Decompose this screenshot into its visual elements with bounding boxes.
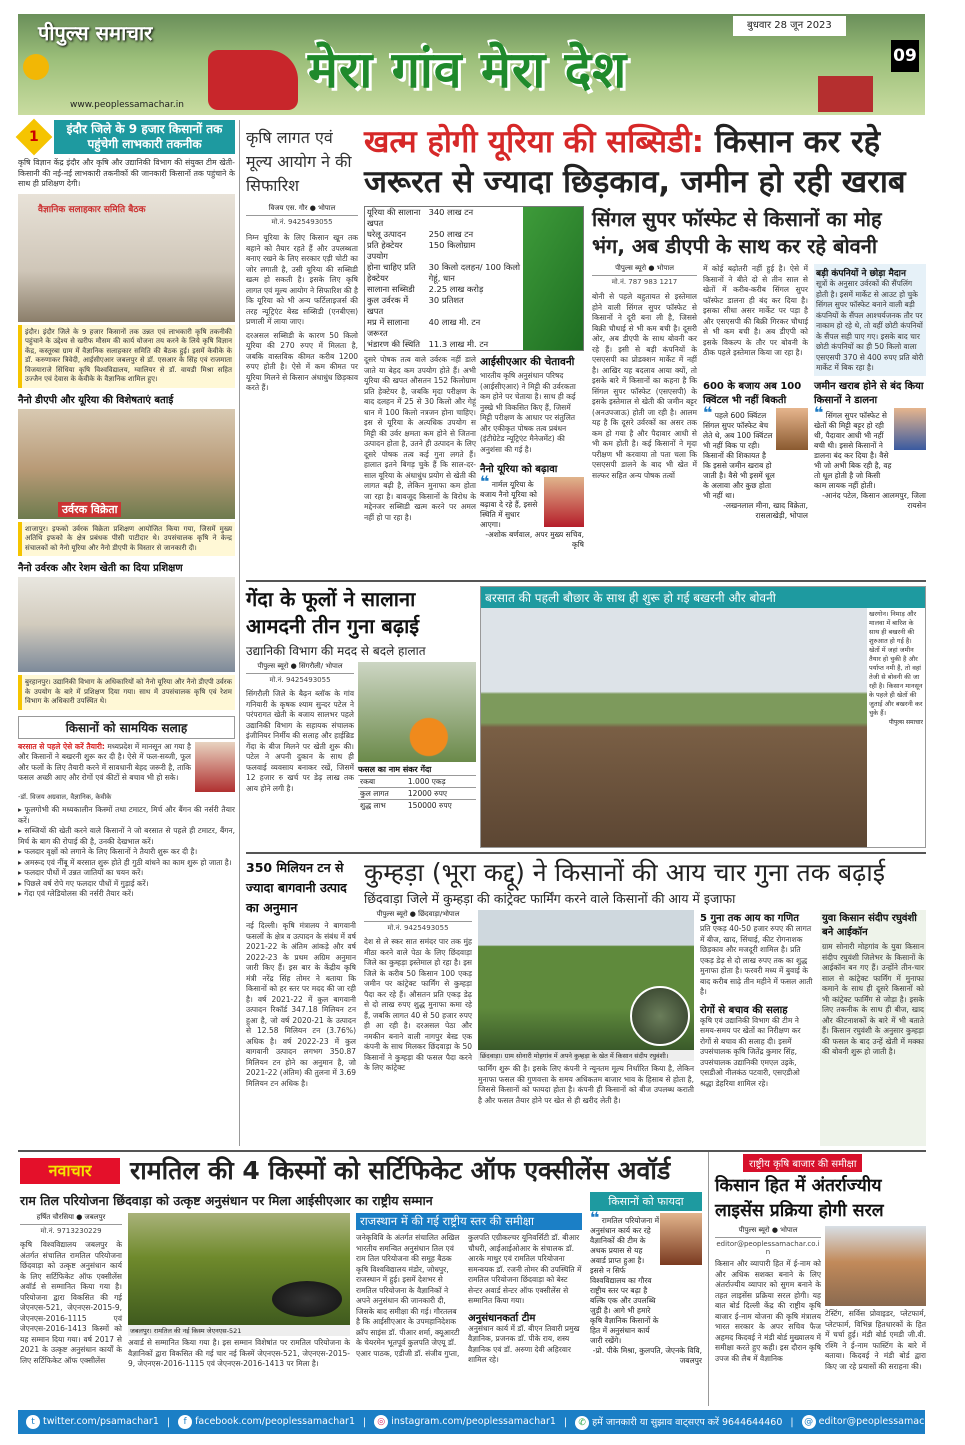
icar-head: आईसीएआर की चेतावनी [480,356,575,368]
pumpkin-byline: पीपुल्स ब्यूरो ● छिंदवाड़ा/भोपाल [364,910,472,922]
lead-headline-red: खत्म होगी यूरिया की सब्सिडी: [364,124,705,160]
page-number: 09 [891,40,919,72]
marigold-mobile: मो.नं. 9425493055 [269,676,331,684]
nano-author: -अशोक बर्णवाल, अपर मुख्य सचिव, कृषि [485,530,584,549]
urea-facts-table [365,207,523,350]
cacp-mobile: मो.नं. 9425493055 [271,218,333,226]
nano-dap-text: शाजापुर। इफको उर्वरक विक्रेता प्रशिक्षण आयोजित किया गया, जिसमें मुख्य अतिथि इफको के क्षेत्र प्रबंधक पीसी पाटीदार थे। उपसंचालक कृषि ने केन्द्र संचालकों को नैनो यूरिया और नैनो डीएपी के विस्तार से जानकारी दी। [18,522,235,557]
advice-item: ▸ फलदार वृक्षों को लगाने के लिए किसानों ने तैयारी शुरू कर दी है। [18,847,198,856]
masthead [18,14,925,115]
pumpkin-subhead: छिंदवाड़ा जिले में कुम्हड़ा की कांट्रेक्ट फार्मिंग करने वाले किसानों की आय में इजाफा [364,891,736,906]
expert-portrait [195,742,235,792]
icon-farmer-box [820,910,926,1146]
nano-urea-head: नैनो यूरिया को बढ़ावा [480,464,558,475]
quote-box-2 [814,380,926,577]
quote-icon: ❝ [480,472,490,491]
training-hall-photo [18,577,235,672]
rajasthan-text: जनेकृविवि के अंतर्गत संचालित अखिल भारतीय समन्वित अनुसंधान तिल एवं राम तिल परियोजना की समूह बैठक कृषि विश्वविद्यालय मंडोर, जोधपुर, राजस्थान में हुई। इसमें देशभर से रामतिल परियोजना के वैज्ञानिकों ने अपने अनुसंधान की जानकारी दी, जिसके बाद समीक्षा की गई। गौरतलब है कि आईसीएआर के उपमहानिदेशक क्रॉप साइंस डॉ. पीआर शर्मा, क्यूआरटी के चेयरमेन भूतपूर्व कुलपति जेएयू डॉ. एआर पाठक, एडीजी डॉ. संजीव गुप्ता, [356,1233,460,1358]
benefit-head: किसानों को फायदा [590,1192,702,1211]
advice-item: ▸ गेंदा एवं ग्लेडियोलस की नर्सरी तैयार करें। [18,889,134,898]
ramtil-story [20,1154,702,1406]
advice-list [18,805,235,900]
big-companies-text: सूत्रों के अनुसार उर्वरकों की सैंपलिंग होती है। इसमें मार्केट से आउट हो चुके सिंगल सुपर फॉस्फेट बनाने वाली बड़ी कंपनियों के सैंपल आश्चर्यजनक तौर पर नाकाम हो रहे थे, तो वहीं छोटी कंपनियों के सैंपल सही पाए गए। इसके बाद चार छोटी कंपनियों का ही 50 किलो वाला एसएसपी 370 से 400 रुपए प्रति बोरी मार्केट में बिक रहा है। [816,279,924,372]
advice-item: ▸ फलदार पौधों में उन्नत जातियों का चयन करें। [18,868,144,877]
advice-author: -डॉ. विजय अग्रवाल, वैज्ञानिक, केवीके [18,792,112,801]
ramtil-seed-photo [272,1281,342,1317]
quote-1-text: पहले 600 क्विंटल सिंगल सुपर फॉस्फेट बेच लेते थे, अब 100 क्विंटल भी नहीं बिक पा रही। किसानों की शिकायत है कि इससे जमीन खराब हो जाती है। वैसे भी इसमें धूल के अलावा और कुछ होता भी नहीं था। [703,410,775,500]
sun-logo-icon [23,54,49,80]
email-icon: @ [802,1415,816,1429]
cacp-text: निम्न यूरिया के लिए किसान खून तक बहाने को तैयार रहते हैं और उपलब्धता बनाए रखने के लिए सरकार एड़ी चोटी का जोर लगाती है, उसी यूरिया की सब्सिडी खत्म हो सकती है। इसके लिए कृषि लागत एवं मूल्य आयोग ने सिफारिश की है कि यूरिया को भी अन्य फर्टिलाइजर्स की तरह न्यूट्रिएंट बेस्ड सब्सिडी (एनबीएस) प्रणाली में लाया जाए। [246,233,358,326]
cacp-story [246,126,358,576]
ramtil-byline: हर्षित चौरसिया ● जबलपुर [20,1213,122,1225]
license-text-2: टेस्टिंग, सर्विस प्रोवाइडर, प्लेटफार्म, प्लेटफार्म, विभिन्न हितधारकों के हित में चर्चा हुई। मंडी बोर्ड एमडी जी.वी. रश्मि ने ई-नाम फास्टिंग के बारे में बताया। किदवई ने मंडी बोर्ड द्वारा किए जा रहे प्रयासों की सराहना की। [825,1309,926,1371]
pumpkin-headline: कुम्हड़ा (भूरा कद्दू) ने किसानों की आय चार गुना तक बढ़ाई [364,858,885,887]
advice-item: ▸ सब्जियों की खेती करने वाले किसानों ने जो बरसात से पहले ही टमाटर, बैंगन, मिर्च के बाग की रोपाई की है, उनकी देखभाल करें। [18,826,235,846]
research-team-head: अनुसंधानकर्ता टीम [468,1312,536,1324]
rajasthan-text-2: कुलपति एग्रीकल्चर यूनिवर्सिटी डॉ. बीआर चौधरी, आईआईओआर के संचालक डॉ. आरके माथुर एवं रामतिल परियोजना समन्वयक डॉ. रजनी तोमर की उपस्थिति में रामतिल परियोजना छिंदवाड़ा को बेस्ट सेन्टर अवार्ड सेन्टर ऑफ एक्सीलेंस से सम्मानित किया गया। [468,1233,582,1305]
license-headline: किसान हित में अंतर्राज्यीय लाइसेंस प्रक्रिया होगी सरल [715,1176,884,1221]
pumpkin-farmers-photo [478,910,694,1050]
indore-headline: इंदौर जिले के 9 हजार किसानों तक पहुंचेगी लाभकारी तकनीक [54,120,235,154]
website-url[interactable]: www.peoplessamachar.in [70,100,184,110]
ssp-col-1 [592,264,697,576]
big-companies-box [814,264,926,376]
ssp-mobile: मो.नं. 787 983 1217 [611,278,678,286]
fact-row: कुल उर्वरक में खपत 30 प्रतिशत [367,295,464,316]
license-text: किसान और व्यापारी हित में ई-नाम को और अधिक सशक्त बनाने के लिए अंतर्राज्यीय व्यापार को सुगम बनाने के तहत लाइसेंस प्रक्रिया सरल होगी। यह बात बोर्ड दिल्ली केंद्र की राष्ट्रीय कृषि बाजार ई-नाम योजना की कृषि मंत्रालय भारत सरकार के अपर सचिव फैज अहमद किदवई ने मंडी बोर्ड मुख्यालय में समीक्षा करते हुए कही। इस दौरान कृषि उपज की लैब में वैज्ञानिक [715,1259,821,1363]
meeting-photo [18,194,235,322]
quote-icon: ❝ [703,402,713,422]
ssp-text-2: में कोई बढ़ोतरी नहीं हुई है। ऐसे में किसानों ने बीते दो से तीन साल से खेतों में करीब-करीब सिंगल सुपर फॉस्फेट डालना ही बंद कर दिया है। इसका सीधा असर मार्केट पर पड़ा है और एसएसपी की बिक्री गिरकर चौथाई से भी कम बची है। अब डीएपी को इसके विकल्प के तौर पर बोवनी के ठीक पहले इस्तेमाल किया जा रहा है। [703,264,808,357]
rajasthan-review-head: राजस्थान में की गई राष्ट्रीय स्तर की समीक्षा [356,1213,582,1230]
ramtil-col-2 [128,1213,350,1406]
research-team-text: अनुसंधान कार्य में डॉ. बीएन तिवारी प्रमुख वैज्ञानिक, प्रजनक डॉ. पीके राय, शस्य वैज्ञानिक एवं डॉ. अरुणा देवी अहिरवार शामिल रहे। [468,1323,580,1364]
advice-item: ▸ अमरूद एवं नींबू में बरसात शुरू होते ही गुठी बांधने का काम शुरू हो जाता है। [18,857,232,867]
icon-farmer-text: ग्राम सोनारी मोहगांव के युवा किसान संदीप रघुवंशी जिलेभर के किसानों के आईकॉन बन गए हैं। उन्होंने तीन-चार साल से कांट्रेक्ट फार्मिंग में मुनाफा कमाने के साथ ही दूसरे किसानों को भी कांट्रेक्ट फार्मिंग से जोड़ा है। इसके लिए तकनीक के साथ ही बीज, खाद और कीटनाशकों के बारे में भी बताते हैं। किसान रघुवंशी के अनुसार कुम्हड़ा की फसल के बाद उन्हें खेती में मक्का की बोवनी शुरू हो जाती है। [822,942,924,1056]
license-story [708,1152,926,1406]
horticulture-headline: 350 मिलियन टन से ज्यादा बागवानी उत्पाद का अनुमान [246,860,347,915]
lead-headline-black: किसान कर रहे जरूरत से ज्यादा छिड़काव, जमीन हो रही खराब [364,124,906,200]
table-row: कुल लागत 12000 रुपए [358,788,476,800]
barn-illustration [818,76,873,112]
indore-caption: इंदौर। इंदौर जिले के 9 हजार किसानों तक उन्नत एवं लाभकारी कृषि तकनीकी पहुंचाने के उद्देश्य से खरीफ मौसम की कार्य योजना तय करने के लिये कृषि विज्ञान केंद्र, कस्तूरबा ग्राम में वैज्ञानिक सलाहकार समिति की बैठक हुई। इसमें केवीके के डॉ. करुणाकर त्रिवेदी, आईसीएआर जबलपुर से डॉ. एसआर के सिंह एवं राजमाता विजयाराजे सिंधिया कृषि विश्वविद्यालय, ग्वालियर से डॉ. वायडी मिश्रा सहित उज्जैन एवं देवास के केवीके के वैज्ञानिक शामिल हुए। [18,325,235,388]
twitter-icon: t [26,1415,40,1429]
advice-item: ▸ पिछले वर्ष रोपे गए फलदार पौधों में गुड़ाई करें। [18,878,149,888]
innovation-tag: नवाचार [20,1158,120,1184]
ramtil-headline: रामतिल की 4 किस्मों को सर्टिफिकेट ऑफ एक्सीलेंस अवॉर्ड [130,1156,671,1185]
icar-box [480,355,584,576]
advice-lead: बरसात से पहले ऐसे करें तैयारी: [18,741,105,751]
rajasthan-col-1 [356,1233,462,1406]
quote-box-1 [703,380,808,577]
marigold-story [246,586,476,848]
pumpkin-story [364,858,926,1146]
fact-row: घरेलू उत्पादन 250 लाख टन [367,229,474,239]
whatsapp-icon: ✆ [575,1416,589,1430]
fact-row: प्रति हेक्टेयर उपयोग 150 किलोग्राम [367,240,476,261]
quote-1-head: 600 के बजाय अब 100 क्विंटल भी नहीं बिकती [703,380,802,406]
silk-training-text: बुरहानपुर। उद्यानिकी विभाग के अधिकारियों को नैनो यूरिया और नैनो डीएपी उर्वरक के उपयोग के बारे में प्रशिक्षण दिया गया। साथ में उपसंचालक कृषि एवं रेशम विभाग के अधिकारी उपस्थित थे। [18,675,235,710]
benefit-author: -प्रो. पीके मिश्रा, कुलपति, जेएनके विवि, जबलपुर [592,1346,702,1365]
instagram-link[interactable]: ◎ instagram.com/peoplessamachar1 [374,1415,556,1429]
quote-2-head: जमीन खराब होने से बंद किया किसानों ने डालना [814,380,924,406]
license-email[interactable]: editor@peoplessamachar.co.in [716,1240,820,1256]
training-photo [18,409,235,519]
big-companies-head: बड़ी कंपनियों ने छोड़ा मैदान [816,269,906,279]
quote-1-author: -लखनलाल मीना, खाद विक्रेता, रासलाखेड़ी, भोपाल [723,500,808,520]
ssp-text-1: बोनी से पहले बहुतायत से इस्तेमाल होने वाली सिंगल सुपर फॉस्फेट से किसानों ने दूरी बना ली है, जिससे बिक्री चौथाई से भी कम बची है। दूसरी ओर, अब डीएपी के साथ बोवनी कर रहे हैं। इसी से बड़ी कंपनियों के एसएसपी का प्रोडक्शन मार्केट में नहीं है। आखिर यह बदलाव आया क्यों, तो इसके बारे में किसानों का कहना है कि सिंगल सुपर फॉस्फेट (एसएसपी) के इसके इस्तेमाल से खेती की जमीन बट्टर (अनउपजाऊ) होती जा रही है। आलम यह है कि दूसरे उर्वरकों का असर तक कम हो गया है और पैदावार आधी से भी कम होती है। कई किसानों ने मृदा परीक्षण भी करवाया तो पता चला कि एसएसपी डालने के बाद भी खेत में सल्फर सहित अन्य पोषक तत्वों [592,292,697,480]
lead-headline [364,122,926,202]
advice-title: किसानों को सामयिक सलाह [18,716,235,739]
icar-text: भारतीय कृषि अनुसंधान परिषद (आईसीएआर) ने मिट्टी की उर्वरकता कम होने पर चेताया है। साथ ही कई नुस्खे भी विकसित किए हैं, जिसमें मिट्टी परीक्षण के आधार पर संतुलित और एकीकृत पोषक तत्व प्रबंधन (इंटीग्रेटेड न्यूट्रिएंट मैनेजमेंट) की अनुशंसा की गई है। [480,371,576,454]
rajasthan-col-2 [468,1233,582,1406]
bullock-plough-photo [481,608,867,847]
official-portrait [544,477,584,527]
issue-date: बुधवार 28 जून 2023 [733,16,846,36]
rain-photo-feature [480,586,926,848]
disease-advice-head: रोगों से बचाव की सलाह [700,1004,788,1016]
marigold-table [358,775,476,811]
twitter-link[interactable]: t twitter.com/psamachar1 [26,1415,159,1429]
fact-row: सालाना सब्सिडी 2.25 लाख करोड़ [367,284,484,294]
facebook-link[interactable]: f facebook.com/peoplessamachar1 [178,1415,355,1429]
ramtil-mobile: मो.नं. 9713230229 [40,1227,102,1235]
left-column [18,120,240,1146]
license-byline: पीपुल्स ब्यूरो ● भोपाल [715,1226,821,1238]
cacp-byline: विजय एस. गौर ● भोपाल [246,204,358,216]
divider [246,852,926,854]
horticulture-story [246,858,356,1146]
pumpkin-col-3 [700,910,814,1146]
fact-row: मप्र में सालाना जरूरत 40 लाख मी. टन [367,317,481,338]
disease-advice-text: कृषि एवं उद्यानिकी विभाग की टीम ने समय-समय पर खेतों का निरीक्षण कर रोगों से बचाव की सलाह दी। इसमें उपसंचालक कृषि जितेंद्र कुमार सिंह, उपसंचालक उद्यानिकी एमएल उइके, एसडीओ नीलकंठ पटवारी, एसएडीओ श्रद्धा डेहरिया शामिल रहे। [700,1015,801,1088]
story-number-badge: 1 [29,129,39,145]
table-row: रकबा 1.000 एकड़ [358,776,476,788]
ssp-story [592,206,926,576]
email-link[interactable]: @ editor@peoplessamachar.co.in [802,1415,965,1429]
divider [246,580,926,582]
pumpkin-text-2: फार्मिंग शुरू की है। इसके लिए कंपनी ने न्यूनतम मूल्य निर्धारित किया है, लेकिन मुनाफा फसल की गुणवत्ता के समय अधिकतम बाजार भाव के हिसाब से होता है, जिससे किसानों को फायदा होता है। कंपनी ही किसानों को बीज उपलब्ध कराती है और फसल तैयार होने पर खेत से ही खरीद लेती है। [478,1064,694,1105]
nano-dap-subhead: नैनो डीएपी और यूरिया की विशेषताएं बताई [18,394,174,406]
indore-intro: कृषि विज्ञान केंद्र इंदौर और कृषि और उद्यानिकी विभाग की संयुक्त टीम खेती-किसानी की नई-नई लाभकारी तकनीकों की जानकारी किसानों तक पहुंचाने के साथ ही प्रशिक्षण देगी। [18,158,235,188]
pumpkin-text: देश से ले स्कर सात समंदर पार तक मुंह मीठा करने वाले पेठा के लिए छिंदवाड़ा जिले का कुम्हड़ा इस्तेमाल हो रहा है। इस जिले के करीब 50 किसान 100 एकड़ जमीन पर कांट्रेक्ट फार्मिंग से कुम्हड़ा पैदा कर रहे हैं। औसतन प्रति एकड़ डेढ़ से दो लाख रुपए शुद्ध मुनाफा कमा रहे हैं, जबकि लागत 40 से 50 हजार रुपए ही आ रही है। दरअसल पेठा और नमकीन बनाने वाली नागपुर बेस्ड एक कंपनी के साथ मिलकर छिंदवाड़ा के 50 किसानों ने कुम्हड़ा की फसल पैदा करने के लिए कांट्रेक्ट [364,937,472,1072]
tractor-illustration [208,50,298,110]
facebook-icon: f [178,1415,192,1429]
pumpkin-inset-photo [630,986,690,1046]
social-footer: t twitter.com/psamachar1 | f facebook.com/peoplessamachar1 | ◎ instagram.com/peoplessamachar1 | ✆ हमें जानकारी या सुझाव वाट्सएप करें 9644644460 | @ editor@peoplessamachar.co.in [18,1410,925,1434]
marigold-text: सिंगरौली जिले के बैढ़न ब्लॉक के गांव गनियारी के कृषक श्याम सुन्दर पटेल ने परंपरागत खेती के बजाय सालभर पहले उद्यानिकी विभाग के सहायक संचालक इंजीनियर निर्मीय की सलाह और हाईब्रिड गेंदा के बीज मिलने पर खेती शुरू की। पटेल ने अपनी दुकान के साथ ही फलवाई व्यवसाय बनाकर रखें, जिसमें 12 हजार रु खर्च पर डेढ़ लाख तक आय होने लगी है। [246,689,354,793]
ramtil-text: कृषि विश्वविद्यालय जबलपुर के अंतर्गत संचालित रामतिल परियोजना छिंदवाड़ा को उत्कृष्ट अनुसंधान कार्य के लिए सर्टिफिकेट ऑफ एक्सीलेंस अवॉर्ड से सम्मानित किया गया है। परियोजना द्वारा विकसित की गई जेएनएस-521, जेएनएस-2015-9, जेएनएस-2016-1115 एवं जेएनएस-2016-1413 किस्मों को यह सम्मान दिया गया। वर्ष 2017 से 2021 के उत्कृष्ट अनुसंधान कार्यों के लिए सर्टिफिकेट ऑफ एक्सीलेंस [20,1240,122,1365]
marigold-headline: गेंदा के फूलों ने सालाना आमदनी तीन गुना बढ़ाई [246,587,420,638]
lead-story-body [364,206,584,576]
photo-credit: पीपुल्स समाचार [888,719,923,726]
rain-photo-title: बरसात की पहली बौछार के साथ ही शुरू हो गई बखरनी और बोवनी [481,587,925,608]
silk-training-subhead: नैनो उर्वरक और रेशम खेती का दिया प्रशिक्षण [18,563,183,574]
fact-row: यूरिया की सालाना खपत 340 लाख टन [367,207,474,228]
whatsapp-link[interactable]: ✆ हमें जानकारी या सुझाव वाट्सएप करें 9644644460 [575,1415,782,1430]
marigold-subhead: उद्यानिकी विभाग की मदद से बदले हालात [246,644,426,658]
icon-farmer-head: युवा किसान संदीप रघुवंशी बने आईकॉन [822,913,917,938]
ssp-right [703,264,926,576]
ramtil-subhead: राम तिल परियोजना छिंदवाड़ा को उत्कृष्ट अनुसंधान पर मिला आईसीएआर का राष्ट्रीय सम्मान [20,1193,433,1208]
pumpkin-col-2 [478,910,694,1146]
farmer-spraying-photo [523,207,583,350]
marigold-table-title: फसल का नाम संकर गेंदा [358,765,432,774]
urea-fact-box [364,206,584,351]
ssp-byline: पीपुल्स ब्यूरो ● भोपाल [592,264,697,276]
quote-2-author: -आनंद पटेल, किसान आलमपुर, जिला रायसेन [822,490,926,510]
marigold-byline: पीपुल्स ब्यूरो ● सिंगरौली/ भोपाल [246,662,354,674]
newspaper-logo: पीपुल्स समाचार [38,21,153,45]
quote-2-text: सिंगल सुपर फॉस्फेट से खेतों की मिट्टी बट्टर हो रही थी, पैदावार आधी भी नहीं बची थी। इससे किसानों ने डालना बंद कर दिया है। वैसे भी जो अभी बिक रही है, वह तो धूल होती है जो किसी काम लायक नहीं होती। [814,410,892,490]
ramtil-text-mid: अवार्ड से सम्मानित किया गया है। इस सम्मान विशेषांत पर रामतिल परियोजना के वैज्ञानिकों द्वारा विकसित की गई चार नई किस्में जेएनएस-521, जेएनएस-2015-9, जेएनएस-2016-1115 एवं जेएनएस-2016-1413 पर मिला है। [128,1338,350,1368]
farmer-portrait [894,408,926,450]
pumpkin-mobile: मो.नं. 9425493055 [387,924,449,932]
horticulture-text: नई दिल्ली। कृषि मंत्रालय ने बागवानी फसलों के क्षेत्र व उत्पादन के संबंध में वर्ष 2021-22 के अंतिम आंकड़े और वर्ष 2022-23 के प्रथम अग्रिम अनुमान जारी किए हैं। इस बार के केंद्रीय कृषि मंत्री नरेंद्र सिंह तोमर ने बताया कि किसानों को हर स्तर पर मदद की जा रही है। वर्ष 2021-22 में कुल बागवानी उत्पादन रिकॉर्ड 347.18 मिलियन टन हुआ है, जो वर्ष 2020-21 के उत्पादन से 12.58 मिलियन टन (3.76%) अधिक है। वर्ष 2022-23 में कुल बागवानी उत्पादन लगभग 350.87 मिलियन टन होने का अनुमान है, जो 2021-22 (अंतिम) की तुलना में 3.69 मिलियन टन अधिक है। [246,921,356,1088]
quote-icon: ❝ [590,1208,600,1227]
income-math-text: प्रति एकड़ 40-50 हजार रुपए की लागत में बीज, खाद, सिंचाई, कीट रोगनाशक छिड़काव और मजदूरी शामिल है। प्रति एकड़ डेढ़ से दो लाख रुपए तक का शुद्ध मुनाफा होता है। फरवरी मध्य में बुवाई के बाद करीब साढ़े तीन महीने में फसल आती है। [700,924,813,996]
instagram-icon: ◎ [374,1415,388,1429]
ramtil-crop-photo [128,1213,350,1325]
ramtil-photo-caption: जबलपुर। रामतिल की नई किस्म जेएनएस-521 [128,1325,350,1336]
benefit-quote: रामतिल परियोजना में अनुसंधान कार्य कर रहे वैज्ञानिकों की टीम के अथक प्रयास से यह अवार्ड प्राप्त हुआ है। इससे न सिर्फ विश्वविद्यालय का गौरव राष्ट्रीय स्तर पर बढ़ा है बल्कि एक और उपलब्धि जुड़ी है। आगे भी हमारे कृषि वैज्ञानिक किसानों के हित में अनुसंधान कार्य जारी रखेंगे। [590,1216,660,1345]
vice-chancellor-portrait [660,1213,702,1265]
quote-icon: ❝ [814,402,824,422]
marigold-farmer-photo [358,662,476,762]
ramtil-col-1 [20,1213,122,1406]
photo-banner-text: वैज्ञानिक सलाहकार समिति बैठक [38,204,146,215]
table-row: शुद्ध लाभ 150000 रुपए [358,800,476,812]
rain-photo-caption: खरगोन। निमाड़ और मालवा में बारिश के साथ ही बखरनी की शुरुआत हो गई है। खेतों में जहां जमीन तैयार हो चुकी है और पर्याप्त नमी है, तो वहां तेजी से बोवनी की जा रही है। किसान मानसून के पहले ही खेतों की जुताई और बखरनी कर चुके हैं। [869,610,923,717]
photo-banner-text: उर्वरक विक्रेता [58,502,121,517]
lead-text: दूसरे पोषक तत्व वाले उर्वरक नहीं डाले जाते या बेहद कम उपयोग होते हैं। अभी यूरिया की खपत औसतन 152 किलोग्राम प्रति हेक्टेयर है, जबकि मृदा परीक्षण के बाद दलहन में 25 से 30 किलो और गेहूं धान में 100 किलो नत्रजन होना चाहिए। इस से यूरिया के अत्यधिक उपयोग स मिट्टी की उर्वर क्षमता कम होने से जितना उत्पादन होता है, उतने ही उत्पादन के लिए दूसरे पोषक तत्व कई गुना लगते हैं। हालात इतने बिगड़ चुके हैं कि साल-दर-साल यूरिया के अंधाधुंध प्रयोग से खेती की लागत बढ़ी है, लेकिन मुनाफा कम होता जा रहा है। बावजूद किसानों के विरोध के मद्देनजर सब्सिडी खत्म करने पर अमल नहीं हो पा रहा है। [364,355,476,522]
seller-portrait [776,408,808,450]
income-math-head: 5 गुना तक आय का गणित [700,913,799,924]
pumpkin-col-1 [364,910,472,1146]
mandi-board-photo [825,1226,926,1306]
ssp-headline: सिंगल सुपर फॉस्फेट से किसानों का मोह भंग, अब डीएपी के साथ कर रहे बोवनी [592,207,882,258]
ssp-col-2 [703,264,808,376]
nano-quote: नार्मल यूरिया के बजाय नैनो यूरिया को बढ़ावा दे रहे हैं, इससे स्थिति में सुधार आएगा। [480,480,538,529]
benefit-box [590,1192,702,1406]
pumpkin-photo-caption: छिंदवाड़ा। ग्राम सोनारी मोहगांव में अपने कुम्हड़ा के खेत में किसान संदीप रघुवंशी। [478,1050,694,1061]
advice-item: ▸ फूलगोभी की मध्यकालीन किस्मों तथा टमाटर, मिर्च और बैंगन की नर्सरी तैयार करें। [18,805,235,825]
market-review-tag: राष्ट्रीय कृषि बाजार की समीक्षा [743,1154,862,1172]
cacp-headline: कृषि लागत एवं मूल्य आयोग ने की सिफारिश [246,128,352,195]
cacp-text-2: दरअसल सब्सिडी के कारण 50 किलो यूरिया की 270 रुपए में मिलता है, जबकि वास्तविक कीमत करीब 1200 रुपए होती है। ऐसे में कम कीमत पर यूरिया मिलने से किसान अंधाधुंध छिड़काव करते हैं। [246,330,358,392]
top-right-block [364,122,926,576]
advice-text: मध्यप्रदेश में मानसून आ गया है और किसानों ने बखरनी शुरू कर दी है। ऐसे में फल-सब्जी, फूल और फलों के लिए तैयारी करने में सावधानी बेहद जरूरी है, ताकि फसल अच्छी आए और रोगों एवं कीटों से बचाव भी हो सके। [18,741,191,782]
fact-row: भंडारण की स्थिति 11.3 लाख मी. टन [367,339,489,349]
lead-body [364,355,476,576]
section-title: मेरा गांव मेरा देश [308,41,628,99]
fact-row: होना चाहिए प्रति हेक्टेयर 30 किलो दलहन/ 100 किलो गेहूं, धान [367,262,520,283]
